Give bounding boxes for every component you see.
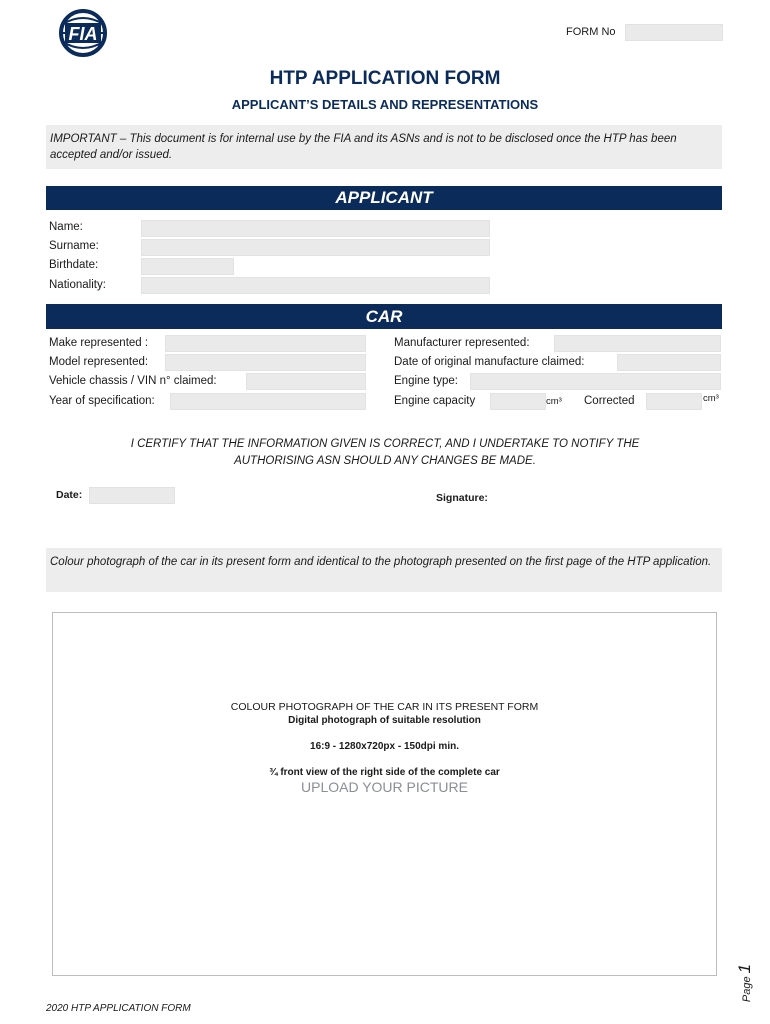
chassis-field[interactable] <box>246 373 366 390</box>
signature-label: Signature: <box>436 492 488 504</box>
engine-type-label: Engine type: <box>394 375 458 387</box>
svg-text:FIA: FIA <box>68 24 98 44</box>
name-label: Name: <box>49 221 83 233</box>
year-field[interactable] <box>170 393 366 410</box>
car-banner: CAR <box>46 304 722 329</box>
photo-note: Colour photograph of the car in its present form and identical to the photograph presented on the first page of the HTP application. <box>46 548 722 592</box>
certify-line-1: I CERTIFY THAT THE INFORMATION GIVEN IS CORRECT, AND I UNDERTAKE TO NOTIFY THE <box>130 438 640 450</box>
footer-form-name: 2020 HTP APPLICATION FORM <box>46 1003 191 1014</box>
photo-line-4: ¾ front view of the right side of the complete car <box>269 767 500 778</box>
surname-label: Surname: <box>49 240 99 252</box>
model-label: Model represented: <box>49 356 149 368</box>
page-number-label <box>722 958 768 1008</box>
surname-field[interactable] <box>141 239 490 256</box>
photo-line-3: 16:9 - 1280x720px - 150dpi min. <box>310 741 459 752</box>
photo-upload-box[interactable] <box>52 612 717 976</box>
birthdate-field[interactable] <box>141 258 234 275</box>
make-label: Make represented : <box>49 337 149 349</box>
manufacture-date-field[interactable] <box>617 354 721 371</box>
engine-capacity-label: Engine capacity <box>394 395 476 407</box>
engine-capacity-field[interactable] <box>490 393 546 410</box>
page-number: 1 <box>735 963 754 974</box>
photo-line-2: Digital photograph of suitable resolution <box>288 715 481 726</box>
page-subtitle: APPLICANT’S DETAILS AND REPRESENTATIONS <box>231 97 539 112</box>
certify-line-2: AUTHORISING ASN SHOULD ANY CHANGES BE MADE. <box>234 455 536 467</box>
page-title: HTP APPLICATION FORM <box>269 68 501 89</box>
important-note: IMPORTANT – This document is for internal use by the FIA and its ASNs and is not to be disclosed once the HTP has been accepted and/or issued. <box>46 125 722 169</box>
applicant-banner: APPLICANT <box>46 186 722 210</box>
page-label: Page <box>741 976 753 1003</box>
manufacture-date-label: Date of original manufacture claimed: <box>394 356 585 368</box>
form-no-field[interactable] <box>625 24 723 41</box>
birthdate-label: Birthdate: <box>49 259 99 271</box>
cm3-unit-corrected: cm³ <box>703 393 719 404</box>
date-label: Date: <box>56 489 83 501</box>
year-label: Year of specification: <box>49 395 155 407</box>
corrected-label: Corrected <box>584 395 635 407</box>
make-field[interactable] <box>165 335 366 352</box>
engine-type-field[interactable] <box>470 373 721 390</box>
date-field[interactable] <box>89 487 175 504</box>
name-field[interactable] <box>141 220 490 237</box>
manufacturer-label: Manufacturer represented: <box>394 337 530 349</box>
chassis-label: Vehicle chassis / VIN n° claimed: <box>49 375 217 387</box>
form-no-label: FORM No <box>566 26 616 38</box>
photo-line-1: COLOUR PHOTOGRAPH OF THE CAR IN ITS PRESENT FORM <box>230 701 539 713</box>
manufacturer-field[interactable] <box>554 335 721 352</box>
fia-logo <box>44 8 122 58</box>
nationality-field[interactable] <box>141 277 490 294</box>
model-field[interactable] <box>165 354 366 371</box>
corrected-field[interactable] <box>646 393 702 410</box>
upload-picture-label[interactable]: UPLOAD YOUR PICTURE <box>301 779 468 795</box>
nationality-label: Nationality: <box>49 279 106 291</box>
cm3-unit: cm³ <box>546 396 562 407</box>
